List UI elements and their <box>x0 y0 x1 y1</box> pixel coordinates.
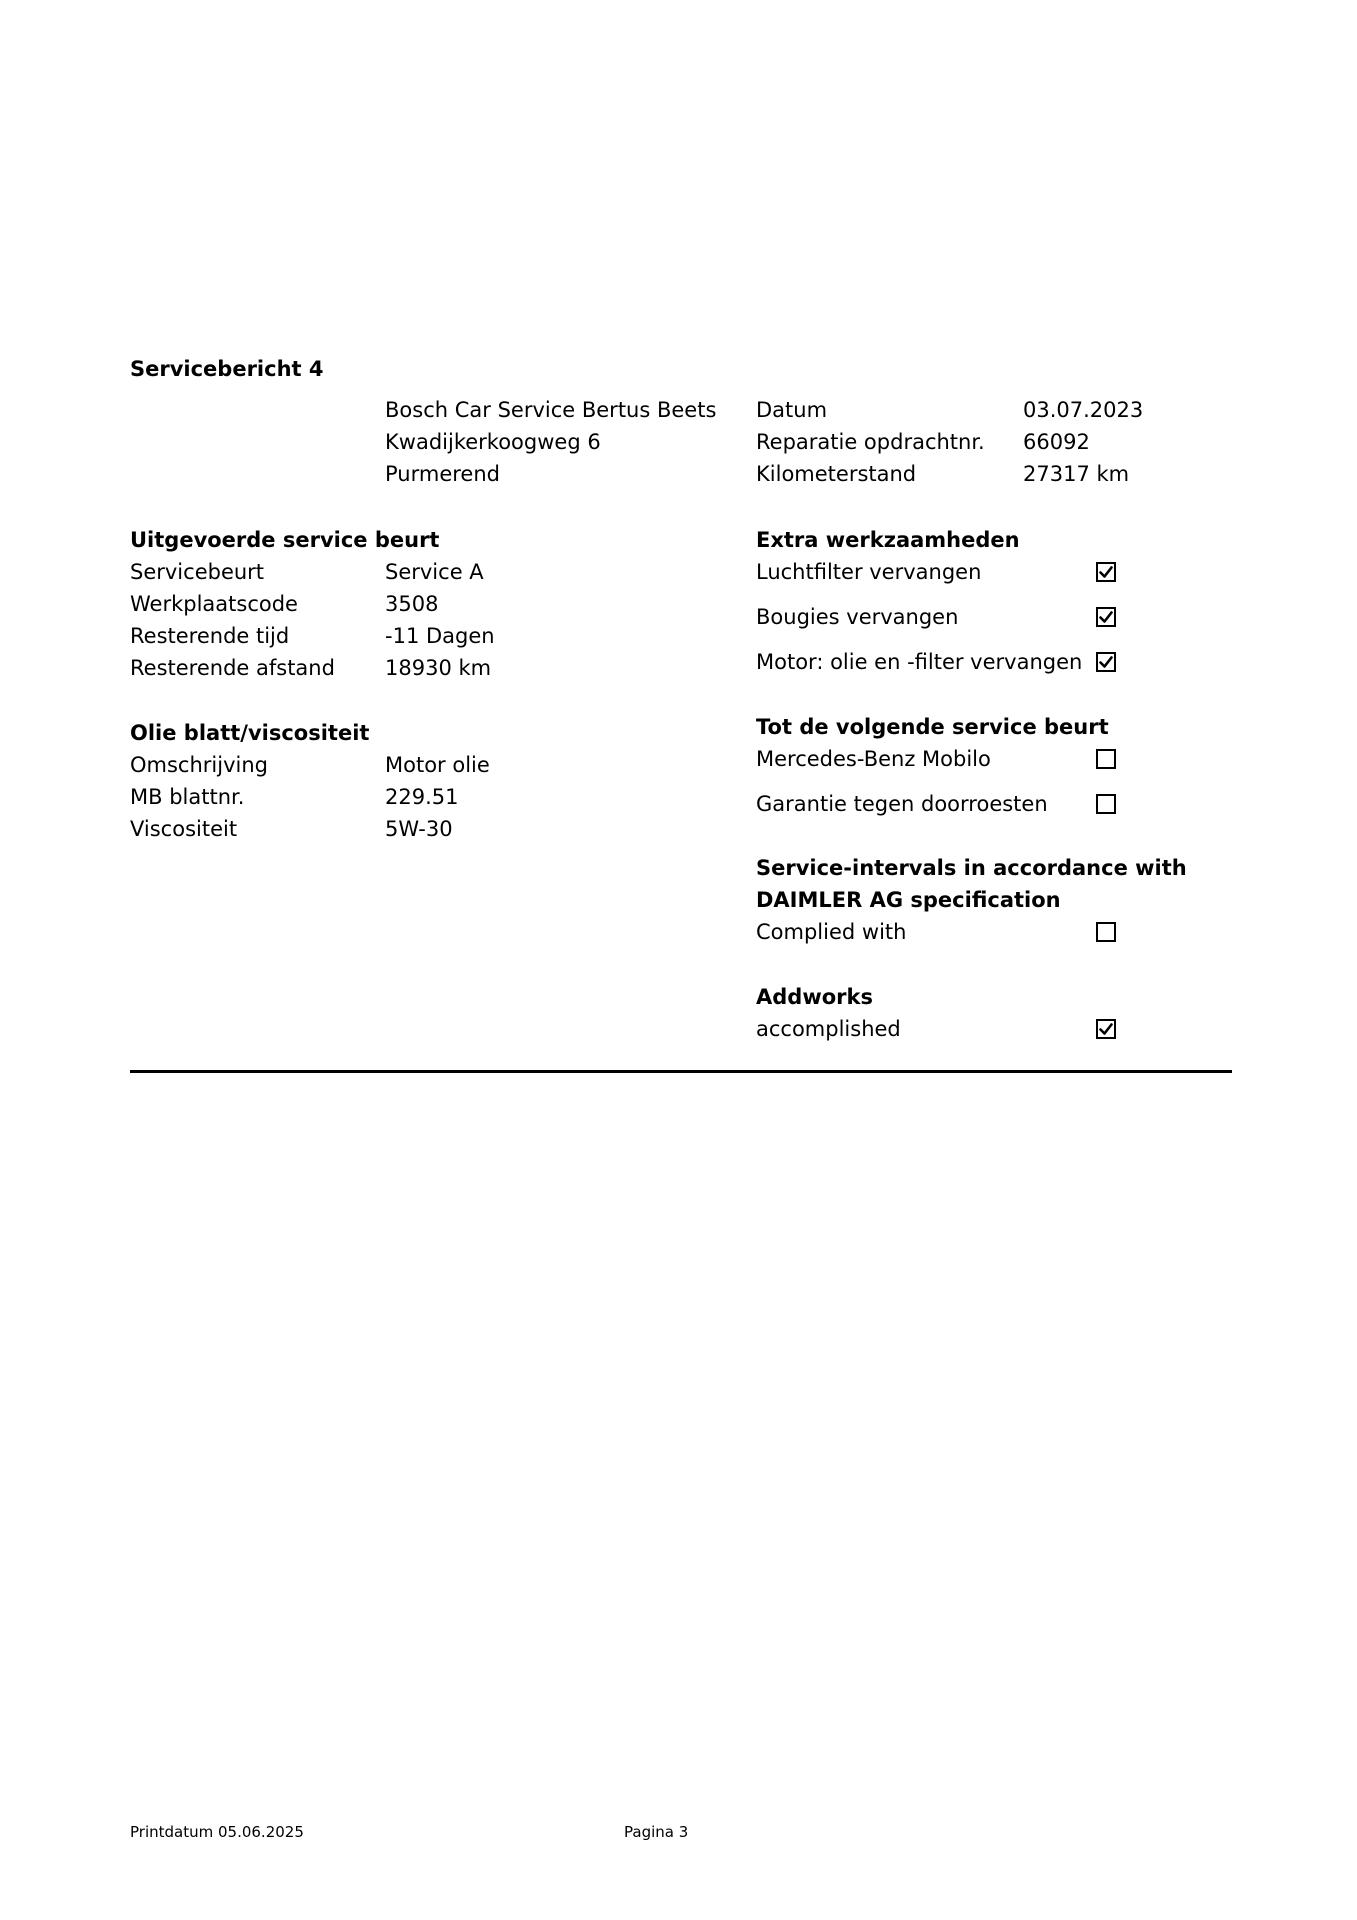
oil-row-label: Viscositeit <box>130 817 238 841</box>
service-row-value: -11 Dagen <box>385 624 495 648</box>
service-row-label: Servicebeurt <box>130 560 265 584</box>
oil-row-value: 229.51 <box>385 785 459 809</box>
checkbox-checked[interactable] <box>1096 1019 1116 1039</box>
extra-item-label: Luchtfilter vervangen <box>756 560 982 584</box>
next-service-heading: Tot de volgende service beurt <box>756 715 1109 739</box>
workshop-street: Kwadijkerkoogweg 6 <box>385 430 601 454</box>
checkmark-icon <box>1099 655 1113 669</box>
oil-row-label: Omschrijving <box>130 753 268 777</box>
checkbox-unchecked[interactable] <box>1096 749 1116 769</box>
service-row-label: Resterende afstand <box>130 656 335 680</box>
intervals-heading-line1: Service-intervals in accordance with <box>756 856 1187 880</box>
next-item-label: Mercedes-Benz Mobilo <box>756 747 991 771</box>
checkbox-checked[interactable] <box>1096 652 1116 672</box>
checkbox-checked[interactable] <box>1096 562 1116 582</box>
oil-heading: Olie blatt/viscositeit <box>130 721 370 745</box>
service-row-label: Resterende tijd <box>130 624 290 648</box>
mileage-label: Kilometerstand <box>756 462 917 486</box>
print-date: Printdatum 05.06.2025 <box>130 1823 304 1841</box>
extra-heading: Extra werkzaamheden <box>756 528 1020 552</box>
next-item-label: Garantie tegen doorroesten <box>756 792 1048 816</box>
checkmark-icon <box>1099 565 1113 579</box>
order-number-label: Reparatie opdrachtnr. <box>756 430 985 454</box>
workshop-name: Bosch Car Service Bertus Beets <box>385 398 717 422</box>
checkbox-unchecked[interactable] <box>1096 794 1116 814</box>
date-label: Datum <box>756 398 828 422</box>
oil-row-label: MB blattnr. <box>130 785 245 809</box>
checkbox-checked[interactable] <box>1096 607 1116 627</box>
extra-item-label: Bougies vervangen <box>756 605 959 629</box>
document-title: Servicebericht 4 <box>130 357 324 381</box>
workshop-city: Purmerend <box>385 462 500 486</box>
order-number-value: 66092 <box>1023 430 1090 454</box>
intervals-heading-line2: DAIMLER AG specification <box>756 888 1061 912</box>
checkbox-unchecked[interactable] <box>1096 922 1116 942</box>
checkmark-icon <box>1099 610 1113 624</box>
mileage-value: 27317 km <box>1023 462 1130 486</box>
date-value: 03.07.2023 <box>1023 398 1144 422</box>
intervals-item-label: Complied with <box>756 920 907 944</box>
service-row-value: 18930 km <box>385 656 492 680</box>
service-row-label: Werkplaatscode <box>130 592 298 616</box>
service-row-value: Service A <box>385 560 484 584</box>
service-row-value: 3508 <box>385 592 439 616</box>
oil-row-value: Motor olie <box>385 753 490 777</box>
extra-item-label: Motor: olie en -filter vervangen <box>756 650 1083 674</box>
section-divider <box>130 1070 1232 1073</box>
page-number: Pagina 3 <box>624 1823 689 1841</box>
checkmark-icon <box>1099 1022 1113 1036</box>
service-heading: Uitgevoerde service beurt <box>130 528 440 552</box>
addworks-heading: Addworks <box>756 985 873 1009</box>
oil-row-value: 5W-30 <box>385 817 453 841</box>
addworks-item-label: accomplished <box>756 1017 901 1041</box>
